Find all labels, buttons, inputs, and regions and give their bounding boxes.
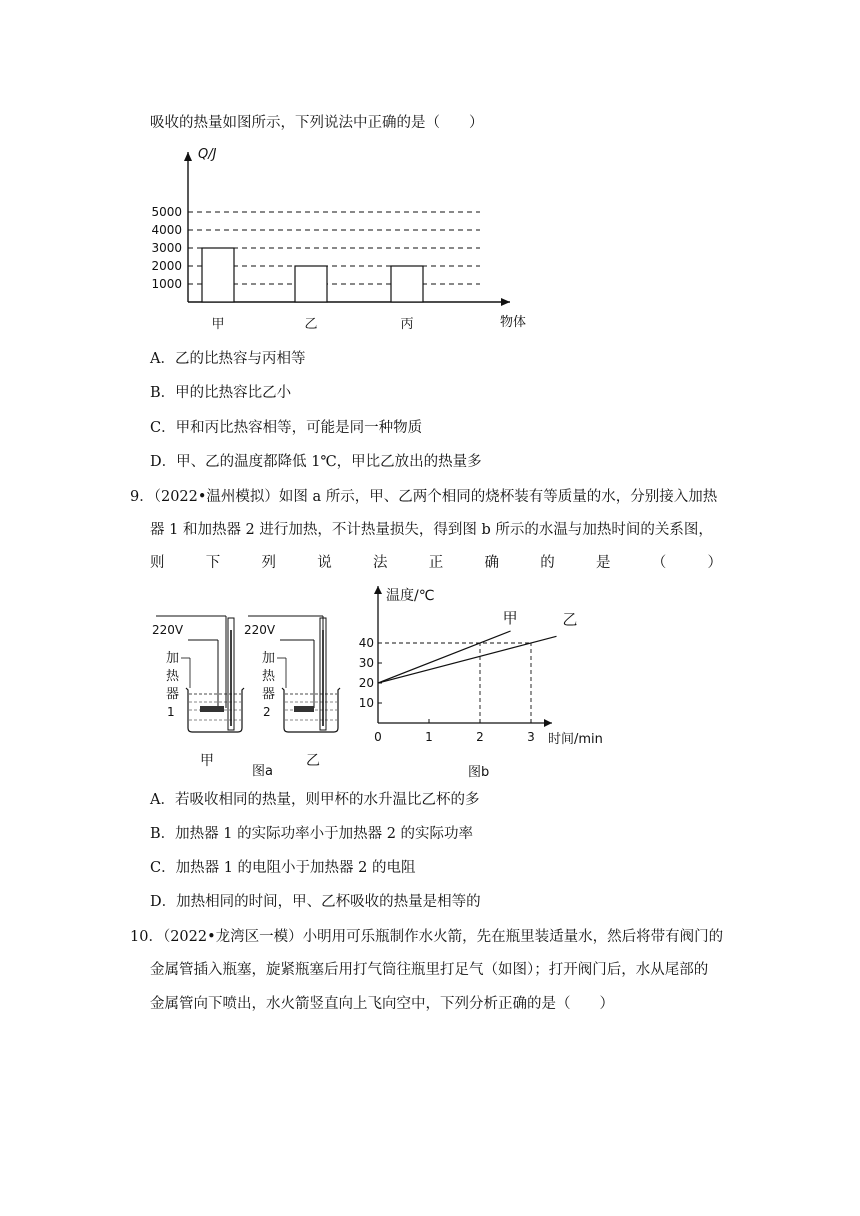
heat-bar-chart xyxy=(150,140,550,340)
q9-stem-line1: 9．（2022•温州模拟）如图 a 所示，甲、乙两个相同的烧杯装有等质量的水，分别接入加热 xyxy=(130,489,718,505)
q9-stem-line2: 器 1 和加热器 2 进行加热，不计热量损失，得到图 b 所示的水温与加热时间的关系图， xyxy=(150,522,713,538)
bar xyxy=(202,248,234,302)
figure-a-beakers xyxy=(148,610,368,780)
q9-char: ） xyxy=(707,555,722,571)
q9-char: 则 xyxy=(150,555,165,571)
figure-a-caption: 图a xyxy=(252,764,273,779)
q9-stem-line3 xyxy=(150,551,722,572)
q9-char: 法 xyxy=(373,555,388,571)
q8-option-b: B．甲的比热容比乙小 xyxy=(150,385,292,401)
y-tick-label: 20 xyxy=(358,676,374,690)
series-line xyxy=(378,631,511,683)
x-axis-arrow xyxy=(544,719,552,727)
q9-char: 说 xyxy=(317,555,332,571)
y-tick-label: 1000 xyxy=(151,277,182,291)
heater2-char: 加 xyxy=(262,651,276,666)
series-line xyxy=(378,636,557,683)
x-tick-label: 1 xyxy=(425,730,433,744)
voltage-label-left: 220V xyxy=(152,623,184,637)
y-axis-label: 温度/℃ xyxy=(386,588,435,604)
beaker-label-right: 乙 xyxy=(306,753,320,769)
x-tick-label: 2 xyxy=(476,730,484,744)
y-tick-label: 30 xyxy=(358,656,374,670)
y-tick-label: 40 xyxy=(358,636,374,650)
q10-stem-line3: 金属管向下喷出，水火箭竖直向上飞向空中，下列分析正确的是（ ） xyxy=(150,996,614,1012)
series-label: 乙 xyxy=(562,610,578,629)
y-axis-label: Q/J xyxy=(198,147,217,162)
voltage-label-right: 220V xyxy=(244,623,276,637)
q8-option-a: A．乙的比热容与丙相等 xyxy=(150,351,306,367)
x-axis-label: 物体 xyxy=(500,315,527,330)
q9-char: 正 xyxy=(428,555,444,571)
x-tick-label: 0 xyxy=(374,730,382,744)
q9-option-d: D．加热相同的时间，甲、乙杯吸收的热量是相等的 xyxy=(150,894,481,910)
q9-option-c: C．加热器 1 的电阻小于加热器 2 的电阻 xyxy=(150,860,416,876)
temperature-time-chart xyxy=(340,578,620,783)
q10-stem-line1: 10．（2022•龙湾区一模）小明用可乐瓶制作水火箭，先在瓶里装适量水，然后将带有阀门的 xyxy=(130,929,724,945)
q9-char: 的 xyxy=(540,555,555,571)
heater2-char: 2 xyxy=(263,705,271,719)
figure-b-caption: 图b xyxy=(468,765,490,780)
y-tick-label: 3000 xyxy=(151,241,182,255)
beaker-label-left: 甲 xyxy=(200,753,214,769)
y-axis-arrow xyxy=(184,152,192,161)
series-label: 甲 xyxy=(502,609,518,627)
heater1-char: 器 xyxy=(166,687,180,702)
heater1-char: 加 xyxy=(166,651,180,666)
q9-option-b: B．加热器 1 的实际功率小于加热器 2 的实际功率 xyxy=(150,826,474,842)
heater1-char: 1 xyxy=(167,705,175,719)
q8-option-c: C．甲和丙比热容相等，可能是同一种物质 xyxy=(150,420,423,436)
q10-stem-line2: 金属管插入瓶塞，旋紧瓶塞后用打气筒往瓶里打足气（如图）；打开阀门后，水从尾部的 xyxy=(150,962,709,978)
x-tick-label: 甲 xyxy=(211,317,225,332)
bar xyxy=(391,266,423,302)
x-tick-label: 乙 xyxy=(304,317,318,332)
q9-char: 确 xyxy=(484,555,499,571)
y-tick-label: 10 xyxy=(358,696,374,710)
q9-option-a: A．若吸收相同的热量，则甲杯的水升温比乙杯的多 xyxy=(150,792,480,808)
x-axis-arrow xyxy=(501,298,510,306)
y-tick-label: 2000 xyxy=(151,259,182,273)
y-tick-label: 4000 xyxy=(151,223,182,237)
y-tick-label: 5000 xyxy=(151,205,182,219)
q8-stem-tail: 吸收的热量如图所示，下列说法中正确的是（ ） xyxy=(150,115,484,131)
q9-char: 是 xyxy=(596,555,611,571)
heater2-char: 器 xyxy=(262,687,276,702)
x-tick-label: 丙 xyxy=(400,317,414,332)
x-tick-label: 3 xyxy=(527,730,535,744)
q9-char: 列 xyxy=(261,555,276,571)
q9-char: （ xyxy=(651,555,667,571)
bar xyxy=(295,266,327,302)
heater2-char: 热 xyxy=(262,669,276,684)
x-axis-label: 时间/min xyxy=(548,732,603,747)
y-axis-arrow xyxy=(374,586,382,594)
heater1-char: 热 xyxy=(166,669,180,684)
q8-option-d: D．甲、乙的温度都降低 1℃，甲比乙放出的热量多 xyxy=(150,454,482,470)
q9-char: 下 xyxy=(205,555,221,571)
